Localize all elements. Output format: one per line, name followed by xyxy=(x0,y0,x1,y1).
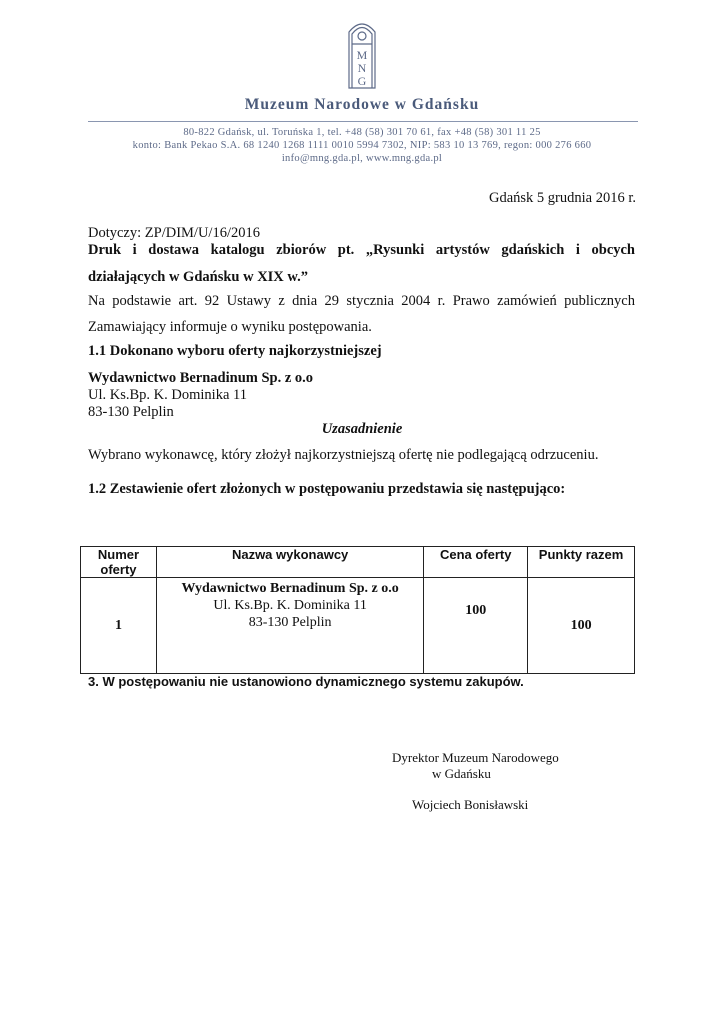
table-header-row xyxy=(81,547,635,578)
justification-title: Uzasadnienie xyxy=(321,421,403,437)
contact-bank: konto: Bank Pekao S.A. 68 1240 1268 1111 0010 5994 7302, NIP: 583 10 13 769, regon: 000 276 660 xyxy=(132,140,592,151)
signatory-title-1: Dyrektor Muzeum Narodowego xyxy=(392,750,559,765)
section-3-statement: 3. W postępowaniu nie ustanowiono dynamicznego systemu zakupów. xyxy=(88,674,524,689)
selected-city: 83-130 Pelplin xyxy=(88,404,174,420)
signatory-name: Wojciech Bonisławski xyxy=(412,797,529,812)
cell-price: 100 xyxy=(424,578,528,674)
subject-line-2: działających w Gdańsku w XIX w.” xyxy=(88,269,308,285)
svg-text:M: M xyxy=(356,48,368,62)
header-offer-number: Numer oferty xyxy=(81,547,157,578)
svg-text:G: G xyxy=(357,74,367,88)
header-points: Punkty razem xyxy=(528,547,635,578)
cell-contractor-company: Wydawnictwo Bernadinum Sp. z o.o xyxy=(181,581,399,596)
svg-text:N: N xyxy=(357,61,367,75)
cell-points: 100 xyxy=(528,578,635,674)
cell-contractor xyxy=(156,578,423,674)
institution-name: Muzeum Narodowe w Gdańsku xyxy=(244,96,480,113)
selected-street: Ul. Ks.Bp. K. Dominika 11 xyxy=(88,387,247,403)
signatory-title-2: w Gdańsku xyxy=(432,766,491,781)
selected-company: Wydawnictwo Bernadinum Sp. z o.o xyxy=(88,370,314,386)
offers-table xyxy=(80,546,635,674)
section-2-heading: 1.2 Zestawienie ofert złożonych w postępowaniu przedstawia się następująco: xyxy=(88,481,566,497)
justification-text: Wybrano wykonawcę, który złożył najkorzystniejszą ofertę nie podlegającą odrzuceniu. xyxy=(88,447,599,463)
subject-line-1: Druk i dostawa katalogu zbiorów pt. „Rysunki artystów gdańskich i obcych xyxy=(88,242,635,258)
contact-web: info@mng.gda.pl, www.mng.gda.pl xyxy=(281,153,443,164)
header-price: Cena oferty xyxy=(424,547,528,578)
contact-address: 80-822 Gdańsk, ul. Toruńska 1, tel. +48 (58) 301 70 61, fax +48 (58) 301 11 25 xyxy=(183,127,541,138)
reference-number: Dotyczy: ZP/DIM/U/16/2016 xyxy=(88,225,260,241)
cell-contractor-city: 83-130 Pelplin xyxy=(248,615,332,630)
header-contractor-name: Nazwa wykonawcy xyxy=(156,547,423,578)
table-row xyxy=(81,578,635,674)
museum-logo xyxy=(347,18,377,90)
letterhead-divider xyxy=(88,121,638,122)
cell-contractor-street: Ul. Ks.Bp. K. Dominika 11 xyxy=(213,598,367,613)
cell-offer-number: 1 xyxy=(81,578,157,674)
letter-date: Gdańsk 5 grudnia 2016 r. xyxy=(489,190,636,206)
intro-line-1: Na podstawie art. 92 Ustawy z dnia 29 stycznia 2004 r. Prawo zamówień publicznych xyxy=(88,293,635,309)
section-1-heading: 1.1 Dokonano wyboru oferty najkorzystniejszej xyxy=(88,343,382,359)
intro-line-2: Zamawiający informuje o wyniku postępowania. xyxy=(88,319,372,335)
